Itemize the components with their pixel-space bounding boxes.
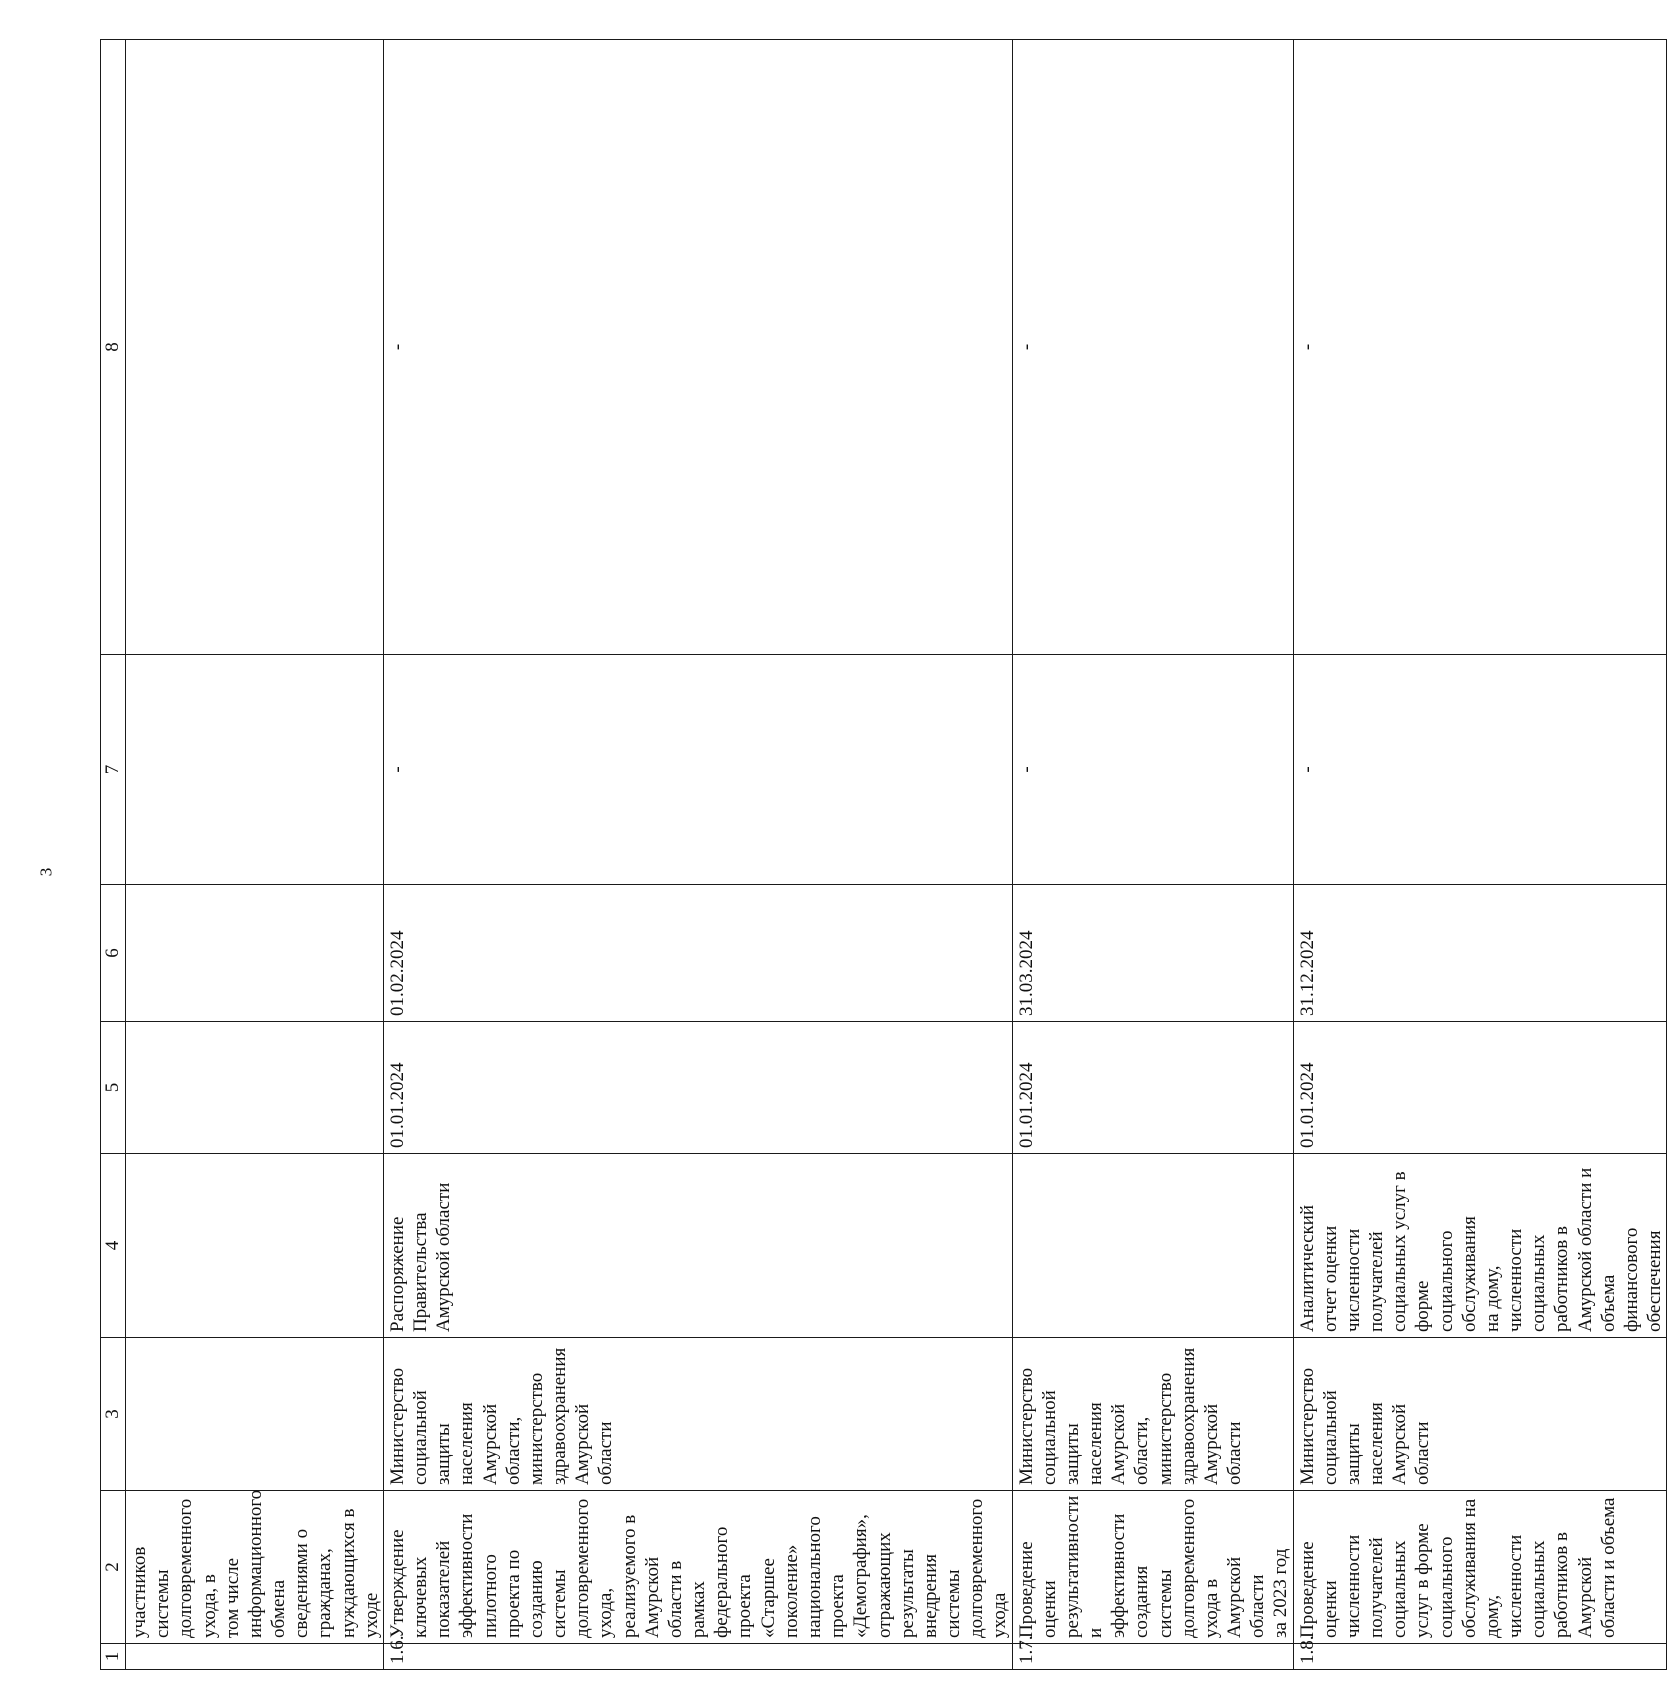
cell-measure: Утверждение ключевых показателей эффективности пилотного проекта по созданию системы долговременного ухода, реализуемого в Амурской области в рамках федерального проекта «Старшее поколение» национального проекта «Демография», отражающих результаты внедрения системы долговременного ухода — [383, 1491, 1012, 1644]
cell-col-8 — [126, 40, 384, 655]
cell-col-8: - — [1012, 40, 1293, 655]
cell-responsible: Министерство социальной защиты населения Амурской области — [1293, 1338, 1667, 1491]
cell-result-document — [1012, 1154, 1293, 1338]
cell-col-8: - — [383, 40, 1012, 655]
header-col-8: 8 — [101, 40, 126, 655]
cell-result-document — [126, 1154, 384, 1338]
cell-result-document: Распоряжение Правительства Амурской области — [383, 1154, 1012, 1338]
cell-number — [126, 1644, 384, 1670]
cell-start-date: 01.01.2024 — [1012, 1022, 1293, 1154]
header-col-4: 4 — [101, 1154, 126, 1338]
header-col-7: 7 — [101, 655, 126, 885]
table-row-continuation — [126, 40, 384, 1670]
header-row — [101, 40, 126, 1670]
header-col-1: 1 — [101, 1644, 126, 1670]
cell-measure: Проведение оценки результативности и эффективности создания системы долговременного ухода в Амурской области за 2023 год — [1012, 1491, 1293, 1644]
cell-measure: участников системы долговременного ухода, в том числе информационного обмена сведениями о гражданах, нуждающихся в уходе — [126, 1491, 384, 1644]
cell-result-document: Аналитический отчет оценки численности получателей социальных услуг в форме социального обслуживания на дому, численности социальных работников в Амурской области и объема финансового обеспечения — [1293, 1154, 1667, 1338]
header-col-2: 2 — [101, 1491, 126, 1644]
cell-number: 1.7. — [1012, 1644, 1293, 1670]
table-row-1-8 — [1293, 40, 1667, 1670]
cell-number: 1.8. — [1293, 1644, 1667, 1670]
cell-measure: Проведение оценки численности получателей социальных услуг в форме социального обслуживания на дому, численности социальных работников в Амурской области и объема — [1293, 1491, 1667, 1644]
table-row-1-6 — [383, 40, 1012, 1670]
cell-responsible: Министерство социальной защиты населения Амурской области, министерство здравоохранения Амурской области — [383, 1338, 1012, 1491]
cell-start-date — [126, 1022, 384, 1154]
cell-responsible — [126, 1338, 384, 1491]
cell-end-date: 01.02.2024 — [383, 885, 1012, 1022]
cell-responsible: Министерство социальной защиты населения Амурской области, министерство здравоохранения Амурской области — [1012, 1338, 1293, 1491]
header-col-3: 3 — [101, 1338, 126, 1491]
cell-col-7: - — [1293, 655, 1667, 885]
cell-start-date: 01.01.2024 — [1293, 1022, 1667, 1154]
header-col-6: 6 — [101, 885, 126, 1022]
page-number: 3 — [36, 867, 56, 877]
cell-col-7: - — [1012, 655, 1293, 885]
cell-end-date — [126, 885, 384, 1022]
cell-start-date: 01.01.2024 — [383, 1022, 1012, 1154]
table-row-1-7 — [1012, 40, 1293, 1670]
cell-col-8: - — [1293, 40, 1667, 655]
cell-end-date: 31.12.2024 — [1293, 885, 1667, 1022]
rotated-table-container — [100, 40, 1666, 1670]
cell-col-7: - — [383, 655, 1012, 885]
cell-col-7 — [126, 655, 384, 885]
header-col-5: 5 — [101, 1022, 126, 1154]
measures-table — [100, 39, 1667, 1670]
cell-number: 1.6. — [383, 1644, 1012, 1670]
cell-end-date: 31.03.2024 — [1012, 885, 1293, 1022]
